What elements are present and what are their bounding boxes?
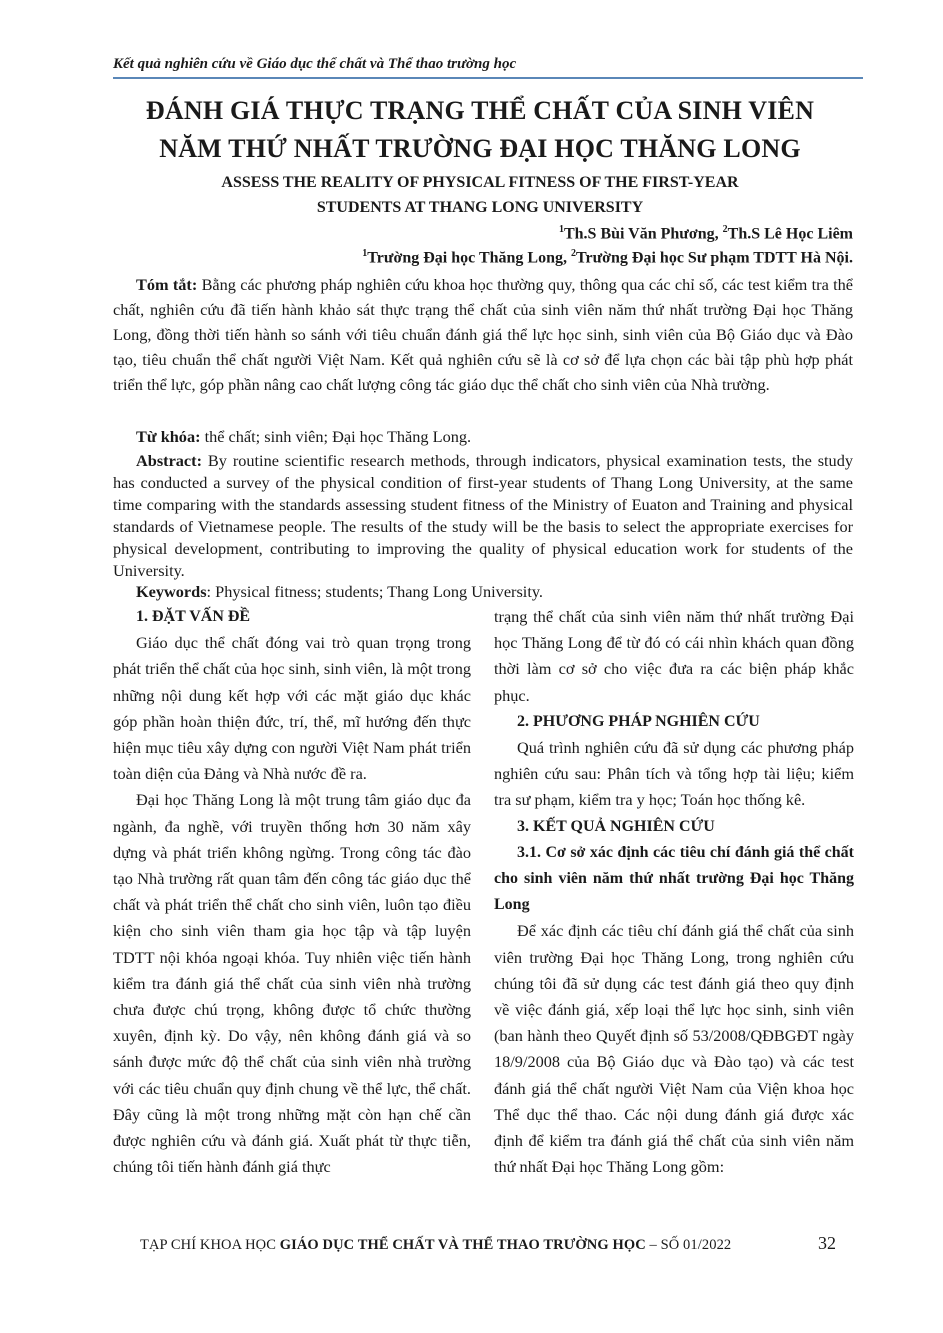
right-column bbox=[494, 604, 854, 1180]
header-rule bbox=[113, 77, 863, 79]
author-1: Th.S Bùi Văn Phương, bbox=[563, 225, 723, 243]
author-2: Th.S Lê Học Liêm bbox=[727, 225, 853, 243]
abstract-vi-line: nghiên cứu sẽ là cơ sở để lựa chọn các bài tập phù hợp phát triển thể lực, góp phần nâng cao chất bbox=[113, 350, 853, 394]
affiliations bbox=[362, 248, 853, 267]
abstract-en-line: By routine scientific research methods, through indicators, physical examination bbox=[207, 451, 748, 470]
keywords-vi bbox=[113, 424, 853, 449]
section-3-heading: 3. KẾT QUẢ NGHIÊN CỨU bbox=[517, 817, 715, 835]
authors bbox=[559, 224, 853, 243]
abstract-vi-label: Tóm tắt: bbox=[136, 275, 198, 294]
abstract-en-label: Abstract: bbox=[136, 451, 203, 470]
footer-prefix: TẠP CHÍ KHOA HỌC bbox=[140, 1237, 280, 1253]
section-1-paragraph-1: Giáo dục thể chất đóng vai trò quan trọng trong phát triển thể chất của học sinh, sinh viên, là một trong những nội dung kết hợp với các mặt giáo dục khác góp phần hoàn thiện đức, trí, thể, mĩ hướng đến thực hiện mục tiêu xây dựng con người Việt Nam phát triển toàn diện của Đảng và Nhà nước đề ra. bbox=[113, 633, 472, 784]
subsection-3-1-paragraph: Để xác định các tiêu chí đánh giá thể chất của sinh viên trường Đại học Thăng Long, trong nghiên cứu chúng tôi đã sử dụng các test đánh giá theo quy định về việc đánh giá, xếp loại thể lực học sinh, sinh viên (ban hành theo Quyết định số 53/2008/QĐBGĐT ngày 18/9/2008 của Bộ Giáo dục và Đào tạo) và các test đánh giá thể chất người Việt Nam của Viện khoa học Thể dục thể thao. Các nội dung đánh giá được xác định để kiểm tra đánh giá thể chất của sinh viên năm thứ nhất Đại học Thăng Long gồm: bbox=[494, 921, 855, 1177]
title-vi-line-2: NĂM THỨ NHẤT TRƯỜNG ĐẠI HỌC THĂNG LONG bbox=[159, 134, 801, 163]
section-2-paragraph: Quá trình nghiên cứu đã sử dụng các phương pháp nghiên cứu sau: Phân tích và tổng hợp tài liệu; kiểm tra sư phạm, kiểm tra y học; Toán học thống kê. bbox=[494, 738, 855, 810]
keywords-vi-label: Từ khóa: bbox=[136, 427, 201, 446]
abstract-vi-line: nhất trường Đại học Thăng Long, đồng thời tiến hành so sánh với tiêu chuẩn đánh giá thể lực bbox=[113, 300, 853, 344]
title-en-line-2: STUDENTS AT THANG LONG UNIVERSITY bbox=[316, 199, 644, 216]
keywords-en bbox=[113, 581, 853, 603]
affiliation-1: Trường Đại học Thăng Long, bbox=[367, 249, 571, 267]
affiliation-2-mark: 2 bbox=[570, 248, 576, 259]
left-column bbox=[113, 604, 471, 1180]
affiliation-1-mark: 1 bbox=[362, 248, 368, 259]
page-number: 32 bbox=[818, 1233, 836, 1253]
abstract-vi-line: lượng công tác giáo dục thể chất cho sinh viên của Nhà trường. bbox=[357, 375, 770, 394]
abstract-en-line: tests, the study has conducted a survey of the physical condition of first-year students of Thang bbox=[113, 451, 853, 492]
abstract-vi bbox=[113, 272, 853, 397]
keywords-vi-text: thể chất; sinh viên; Đại học Thăng Long. bbox=[204, 427, 472, 446]
abstract-en-line: to improving the quality of physical education work for students of the University. bbox=[113, 539, 853, 580]
journal-footer bbox=[140, 1237, 731, 1254]
abstract-en-line: Ministry of Euaton and Training and physical standards of Vietnamese people. The results of the bbox=[113, 495, 854, 536]
footer-issue: – SỐ 01/2022 bbox=[645, 1237, 732, 1253]
title-en-line-1: ASSESS THE REALITY OF PHYSICAL FITNESS OF THE FIRST-YEAR bbox=[221, 174, 739, 191]
section-1-heading: 1. ĐẶT VẤN ĐỀ bbox=[136, 608, 251, 625]
abstract-en bbox=[113, 450, 853, 582]
abstract-vi-line: học sinh, sinh viên của Bộ Giáo dục và Đào tạo, tiêu chuẩn thể chất người Việt Nam. Kết quả bbox=[113, 325, 853, 369]
footer-journal-name: GIÁO DỤC THỂ CHẤT VÀ THỂ THAO TRƯỜNG HỌC bbox=[279, 1237, 646, 1253]
abstract-en-line: Long University, at the same time comparing with the standards assessing student fitness of the bbox=[113, 473, 853, 514]
section-1-continuation: trạng thể chất của sinh viên năm thứ nhất trường Đại học Thăng Long để từ đó có cái nhìn khách quan đồng thời làm cơ sở cho việc đưa ra các biện pháp khắc phục. bbox=[494, 607, 854, 705]
abstract-vi-line: Bằng các phương pháp nghiên cứu khoa học thường quy, thông qua các chỉ số, các bbox=[201, 275, 744, 294]
author-2-mark: 2 bbox=[722, 224, 728, 235]
keywords-en-label: Keywords bbox=[136, 582, 207, 601]
running-header: Kết quả nghiên cứu về Giáo dục thể chất và Thể thao trường học bbox=[113, 56, 517, 72]
affiliation-2: Trường Đại học Sư phạm TDTT Hà Nội. bbox=[575, 249, 853, 267]
section-1-paragraph-2: Đại học Thăng Long là một trung tâm giáo dục đa ngành, đa nghề, với truyền thống hơn 30 năm xây dựng và phát triển không ngừng. Trong công tác đào tạo Nhà trường rất quan tâm đến công tác giáo dục thể chất và phát triển thể chất cho sinh viên, luôn tạo điều kiện cho sinh viên tham gia học tập và tập luyện TDTT nội khóa ngoại khóa. Tuy nhiên việc tiến hành kiểm tra đánh giá thể chất của sinh viên nhà trường chưa được chú trọng, không được tổ chức thường xuyên, định kỳ. Do vậy, nên không đánh giá và so sánh được mức độ thể chất của sinh viên nhà trường với các tiêu chuẩn quy định chung về thể lực, thể chất. Đây cũng là một trong những mặt còn hạn chế cần được nghiên cứu và đánh giá. Xuất phát từ thực tiễn, chúng tôi tiến hành đánh giá thực bbox=[113, 790, 471, 1177]
title-vi-line-1: ĐÁNH GIÁ THỰC TRẠNG THỂ CHẤT CỦA SINH VIÊN bbox=[145, 96, 815, 125]
subsection-3-1-heading: 3.1. Cơ sở xác định các tiêu chí đánh giá thể chất cho sinh viên năm thứ nhất trường Đại học Thăng Long bbox=[494, 843, 855, 914]
abstract-vi-line: test kiểm tra thể chất, nghiên cứu đã tiến hành khảo sát thực trạng thể chất của sinh viên năm thứ bbox=[113, 275, 853, 319]
author-1-mark: 1 bbox=[558, 224, 564, 235]
abstract-en-line: study will be the basis to select the appropriate exercises for physical development, contributing bbox=[113, 517, 854, 558]
keywords-en-text: : Physical fitness; students; Thang Long University. bbox=[206, 582, 543, 601]
section-2-heading: 2. PHƯƠNG PHÁP NGHIÊN CỨU bbox=[517, 712, 760, 730]
